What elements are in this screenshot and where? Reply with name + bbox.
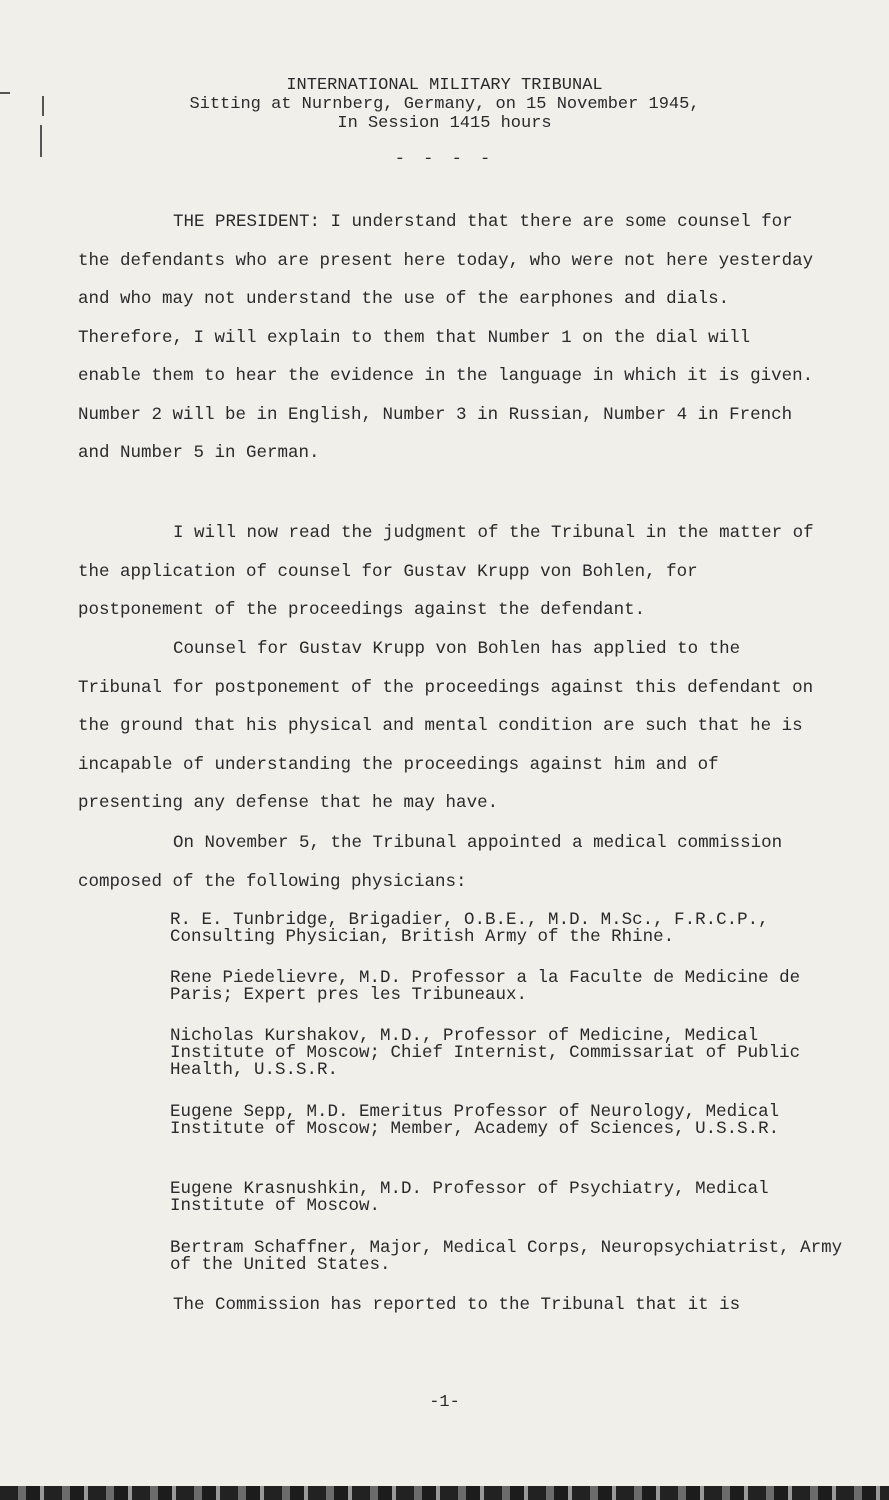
- header-title: INTERNATIONAL MILITARY TRIBUNAL: [286, 76, 603, 95]
- physician-entry: R. E. Tunbridge, Brigadier, O.B.E., M.D. M.Sc., F.R.C.P., Consulting Physician, British Army of the Rhine.: [170, 910, 769, 947]
- paragraph-commission: [78, 824, 818, 901]
- header-session-line: In Session 1415 hours: [337, 114, 552, 133]
- paragraph-president: [78, 203, 818, 473]
- paragraph-judgment: [78, 514, 818, 630]
- paragraph-closing: [78, 1286, 818, 1325]
- separator: - - - -: [394, 150, 495, 169]
- scan-edge-strip: [0, 1486, 889, 1500]
- physician-entry: Eugene Sepp, M.D. Emeritus Professor of Neurology, Medical Institute of Moscow; Member, Academy of Sciences, U.S.S.R.: [170, 1102, 780, 1139]
- paragraph-text: The Commission has reported to the Tribunal that it is: [173, 1295, 741, 1315]
- page-number: -1-: [429, 1393, 460, 1412]
- header-sitting-line: Sitting at Nurnberg, Germany, on 15 November 1945,: [189, 95, 700, 114]
- physician-entry: Nicholas Kurshakov, M.D., Professor of Medicine, Medical Institute of Moscow; Chief Internist, Commissariat of Public Health, U.S.S.R.: [170, 1026, 801, 1080]
- paragraph-text: On November 5, the Tribunal appointed a medical commission composed of the following physicians:: [78, 833, 783, 892]
- paragraph-application: [78, 630, 818, 823]
- paragraph-text: Counsel for Gustav Krupp von Bohlen has applied to the Tribunal for postponement of the proceedings against this defendant on the ground that his physical and mental condition are such that he is incapable of understanding the proceedings against him and of presenting any defense that he may have.: [78, 639, 814, 813]
- physician-entry: Bertram Schaffner, Major, Medical Corps, Neuropsychiatrist, Army of the United States.: [170, 1238, 843, 1275]
- paragraph-text: I will now read the judgment of the Tribunal in the matter of the application of counsel for Gustav Krupp von Bohlen, for postponement of the proceedings against the defendant.: [78, 523, 814, 620]
- paragraph-text: THE PRESIDENT: I understand that there are some counsel for the defendants who are present here today, who were not here yesterday and who may not understand the use of the earphones and dials. Therefore, I will explain to them that Number 1 on the dial will enable them to hear the evidence in the language in which it is given. Number 2 will be in English, Number 3 in Russian, Number 4 in French and Number 5 in German.: [78, 212, 814, 463]
- physician-entry: Rene Piedelievre, M.D. Professor a la Faculte de Medicine de Paris; Expert pres les Tribuneaux.: [170, 968, 801, 1005]
- physician-entry: Eugene Krasnushkin, M.D. Professor of Psychiatry, Medical Institute of Moscow.: [170, 1179, 769, 1216]
